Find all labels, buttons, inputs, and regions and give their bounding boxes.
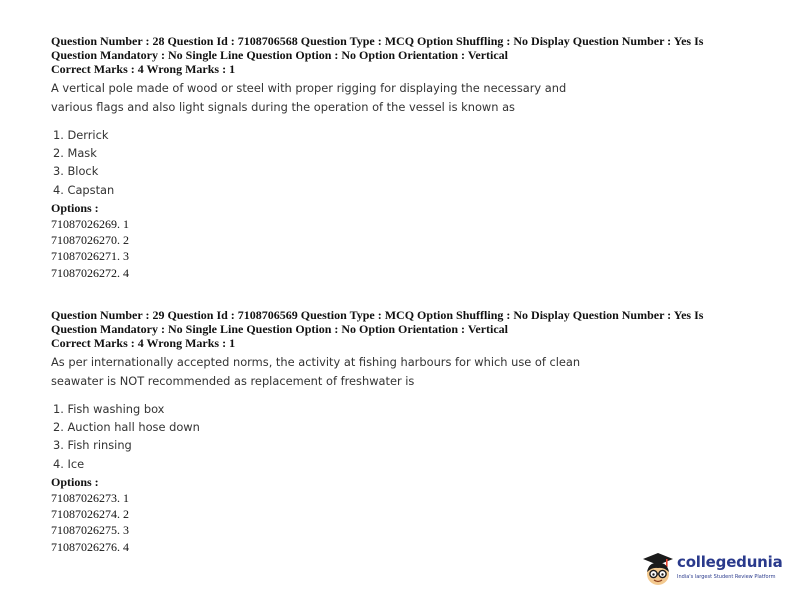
question-text: [51, 79, 751, 116]
collegedunia-logo: [640, 550, 790, 592]
question-meta-line: Question Mandatory : No Single Line Question Option : No Option Orientation : Vertical: [51, 322, 509, 336]
option-id: 71087026275. 3: [51, 523, 129, 538]
question-meta-line: Question Number : 29 Question Id : 7108706569 Question Type : MCQ Option Shuffling : No Display Question Number : Yes Is: [51, 308, 704, 322]
question-28: [51, 34, 751, 281]
question-text-line: various flags and also light signals during the operation of the vessel is known as: [51, 99, 515, 114]
question-meta-line: Question Number : 28 Question Id : 7108706568 Question Type : MCQ Option Shuffling : No Display Question Number : Yes Is: [51, 34, 704, 48]
option-id: 71087026274. 2: [51, 507, 129, 522]
answer-option: 3. Fish rinsing: [53, 438, 132, 453]
answer-option: 3. Block: [53, 164, 99, 179]
option-id: 71087026269. 1: [51, 216, 129, 231]
question-text-line: As per internationally accepted norms, the activity at fishing harbours for which use of clean: [51, 355, 581, 369]
answer-option: 1. Derrick: [53, 128, 109, 142]
answer-option: 2. Auction hall hose down: [53, 420, 200, 435]
answer-option: 2. Mask: [53, 146, 97, 161]
option-id: 71087026271. 3: [51, 249, 129, 264]
answer-options: [53, 400, 751, 473]
option-id: 71087026276. 4: [51, 539, 129, 554]
logo-wordmark: collegedunia: [677, 553, 783, 571]
option-id: 71087026273. 1: [51, 490, 129, 505]
answer-option: 4. Capstan: [53, 182, 115, 197]
options-heading: Options :: [51, 200, 99, 215]
marks-line: Correct Marks : 4 Wrong Marks : 1: [51, 336, 236, 350]
option-id: 71087026270. 2: [51, 233, 129, 248]
answer-option: 1. Fish washing box: [53, 402, 165, 416]
question-text-line: seawater is NOT recommended as replacement of freshwater is: [51, 373, 415, 388]
options-heading: Options :: [51, 474, 99, 489]
marks-line: Correct Marks : 4 Wrong Marks : 1: [51, 62, 236, 76]
question-text: [51, 353, 751, 390]
option-id: 71087026272. 4: [51, 265, 129, 280]
mascot-icon: [640, 550, 676, 590]
answer-option: 4. Ice: [53, 456, 85, 471]
question-29: [51, 308, 751, 555]
question-text-line: A vertical pole made of wood or steel with proper rigging for displaying the necessary and: [51, 81, 567, 95]
answer-options: [53, 126, 751, 199]
question-paper: [51, 34, 751, 555]
question-meta-line: Question Mandatory : No Single Line Question Option : No Option Orientation : Vertical: [51, 48, 509, 62]
logo-tagline: India's largest Student Review Platform: [677, 574, 776, 580]
